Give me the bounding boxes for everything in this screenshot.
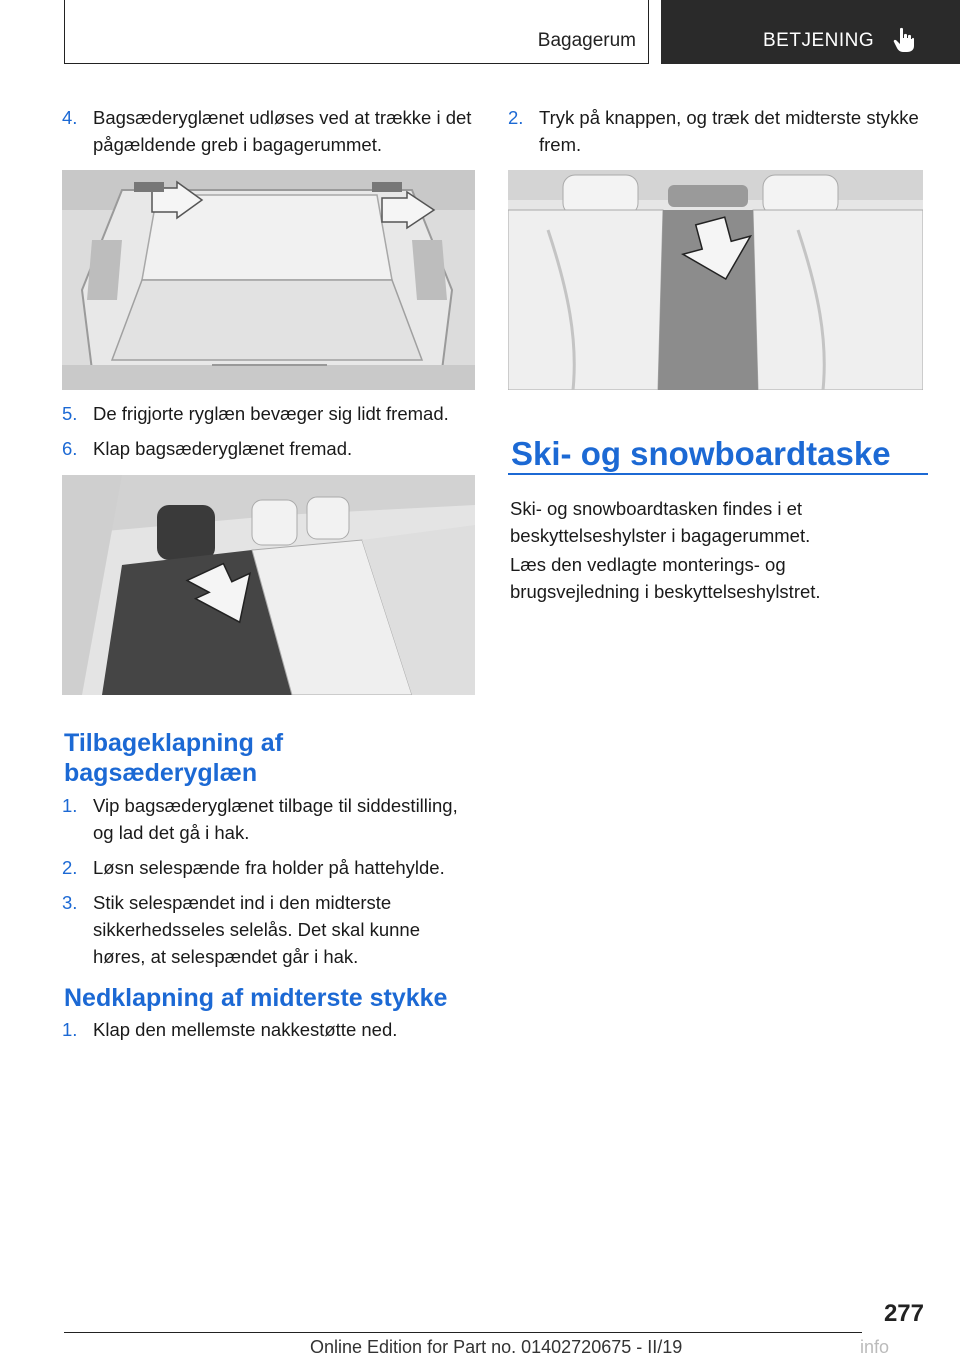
step-text: Tryk på knappen, og træk det midterste stykke frem. — [539, 107, 919, 155]
step-text: Løsn selespænde fra holder på hattehylde. — [93, 857, 445, 878]
footer-watermark: info — [860, 1337, 890, 1357]
trunk-release-illustration — [62, 170, 475, 390]
section-heading-ski-bag: Ski- og snowboardtaske — [511, 435, 891, 472]
step-number: 2. — [508, 107, 524, 128]
list-item — [62, 854, 477, 881]
left-steps-c — [62, 792, 477, 978]
seat-fold-illustration — [62, 475, 475, 695]
header-section-box — [64, 0, 649, 64]
page-number: 277 — [883, 1300, 924, 1327]
list-item — [62, 889, 477, 970]
heading-rule — [508, 473, 928, 475]
paragraph-ski-bag-instructions: Læs den vedlagte monterings- og brugsvejledning i beskyttelseshylstret. — [510, 554, 821, 602]
center-section-illustration — [508, 170, 923, 390]
step-text: Klap den mellemste nakkestøtte ned. — [93, 1019, 398, 1040]
section-heading-fold-back: Tilbageklapning af bagsæderyglæn — [64, 729, 284, 787]
list-item — [62, 792, 477, 846]
header-chapter-title: BETJENING — [763, 30, 875, 51]
left-steps-d — [62, 1016, 477, 1051]
paragraph-ski-bag-location: Ski- og snowboardtasken findes i et beskyttelseshylster i bagagerummet. — [510, 498, 811, 546]
footer-rule — [64, 1332, 862, 1333]
step-number: 6. — [62, 438, 78, 459]
list-item — [62, 104, 477, 158]
list-item — [508, 104, 923, 158]
left-steps-b — [62, 400, 477, 470]
section-heading-fold-down-center: Nedklapning af midterste stykke — [64, 984, 448, 1012]
header-chapter-tab — [661, 0, 960, 64]
step-number: 2. — [62, 857, 78, 878]
step-text: Bagsæderyglænet udløses ved at trække i det pågældende greb i bagagerummet. — [93, 107, 472, 155]
right-steps-a — [508, 104, 923, 166]
step-text: Vip bagsæderyglænet tilbage til siddestilling, og lad det gå i hak. — [93, 795, 458, 843]
step-number: 5. — [62, 403, 78, 424]
step-number: 4. — [62, 107, 78, 128]
list-item — [62, 1016, 477, 1043]
header-section-title: Bagagerum — [537, 30, 636, 51]
step-number: 1. — [62, 1019, 78, 1040]
list-item — [62, 400, 477, 427]
step-number: 3. — [62, 892, 78, 913]
step-text: Klap bagsæderyglænet fremad. — [93, 438, 353, 459]
hand-pointer-icon — [893, 27, 915, 53]
step-text: De frigjorte ryglæn bevæger sig lidt fremad. — [93, 403, 449, 424]
step-number: 1. — [62, 795, 78, 816]
list-item — [62, 435, 477, 462]
footer-edition: Online Edition for Part no. 01402720675 - II/19 — [310, 1337, 683, 1357]
left-steps-a — [62, 104, 477, 166]
step-text: Stik selespændet ind i den midterste sikkerhedsseles selelås. Det skal kunne høres, at selespændet går i hak. — [93, 892, 420, 967]
